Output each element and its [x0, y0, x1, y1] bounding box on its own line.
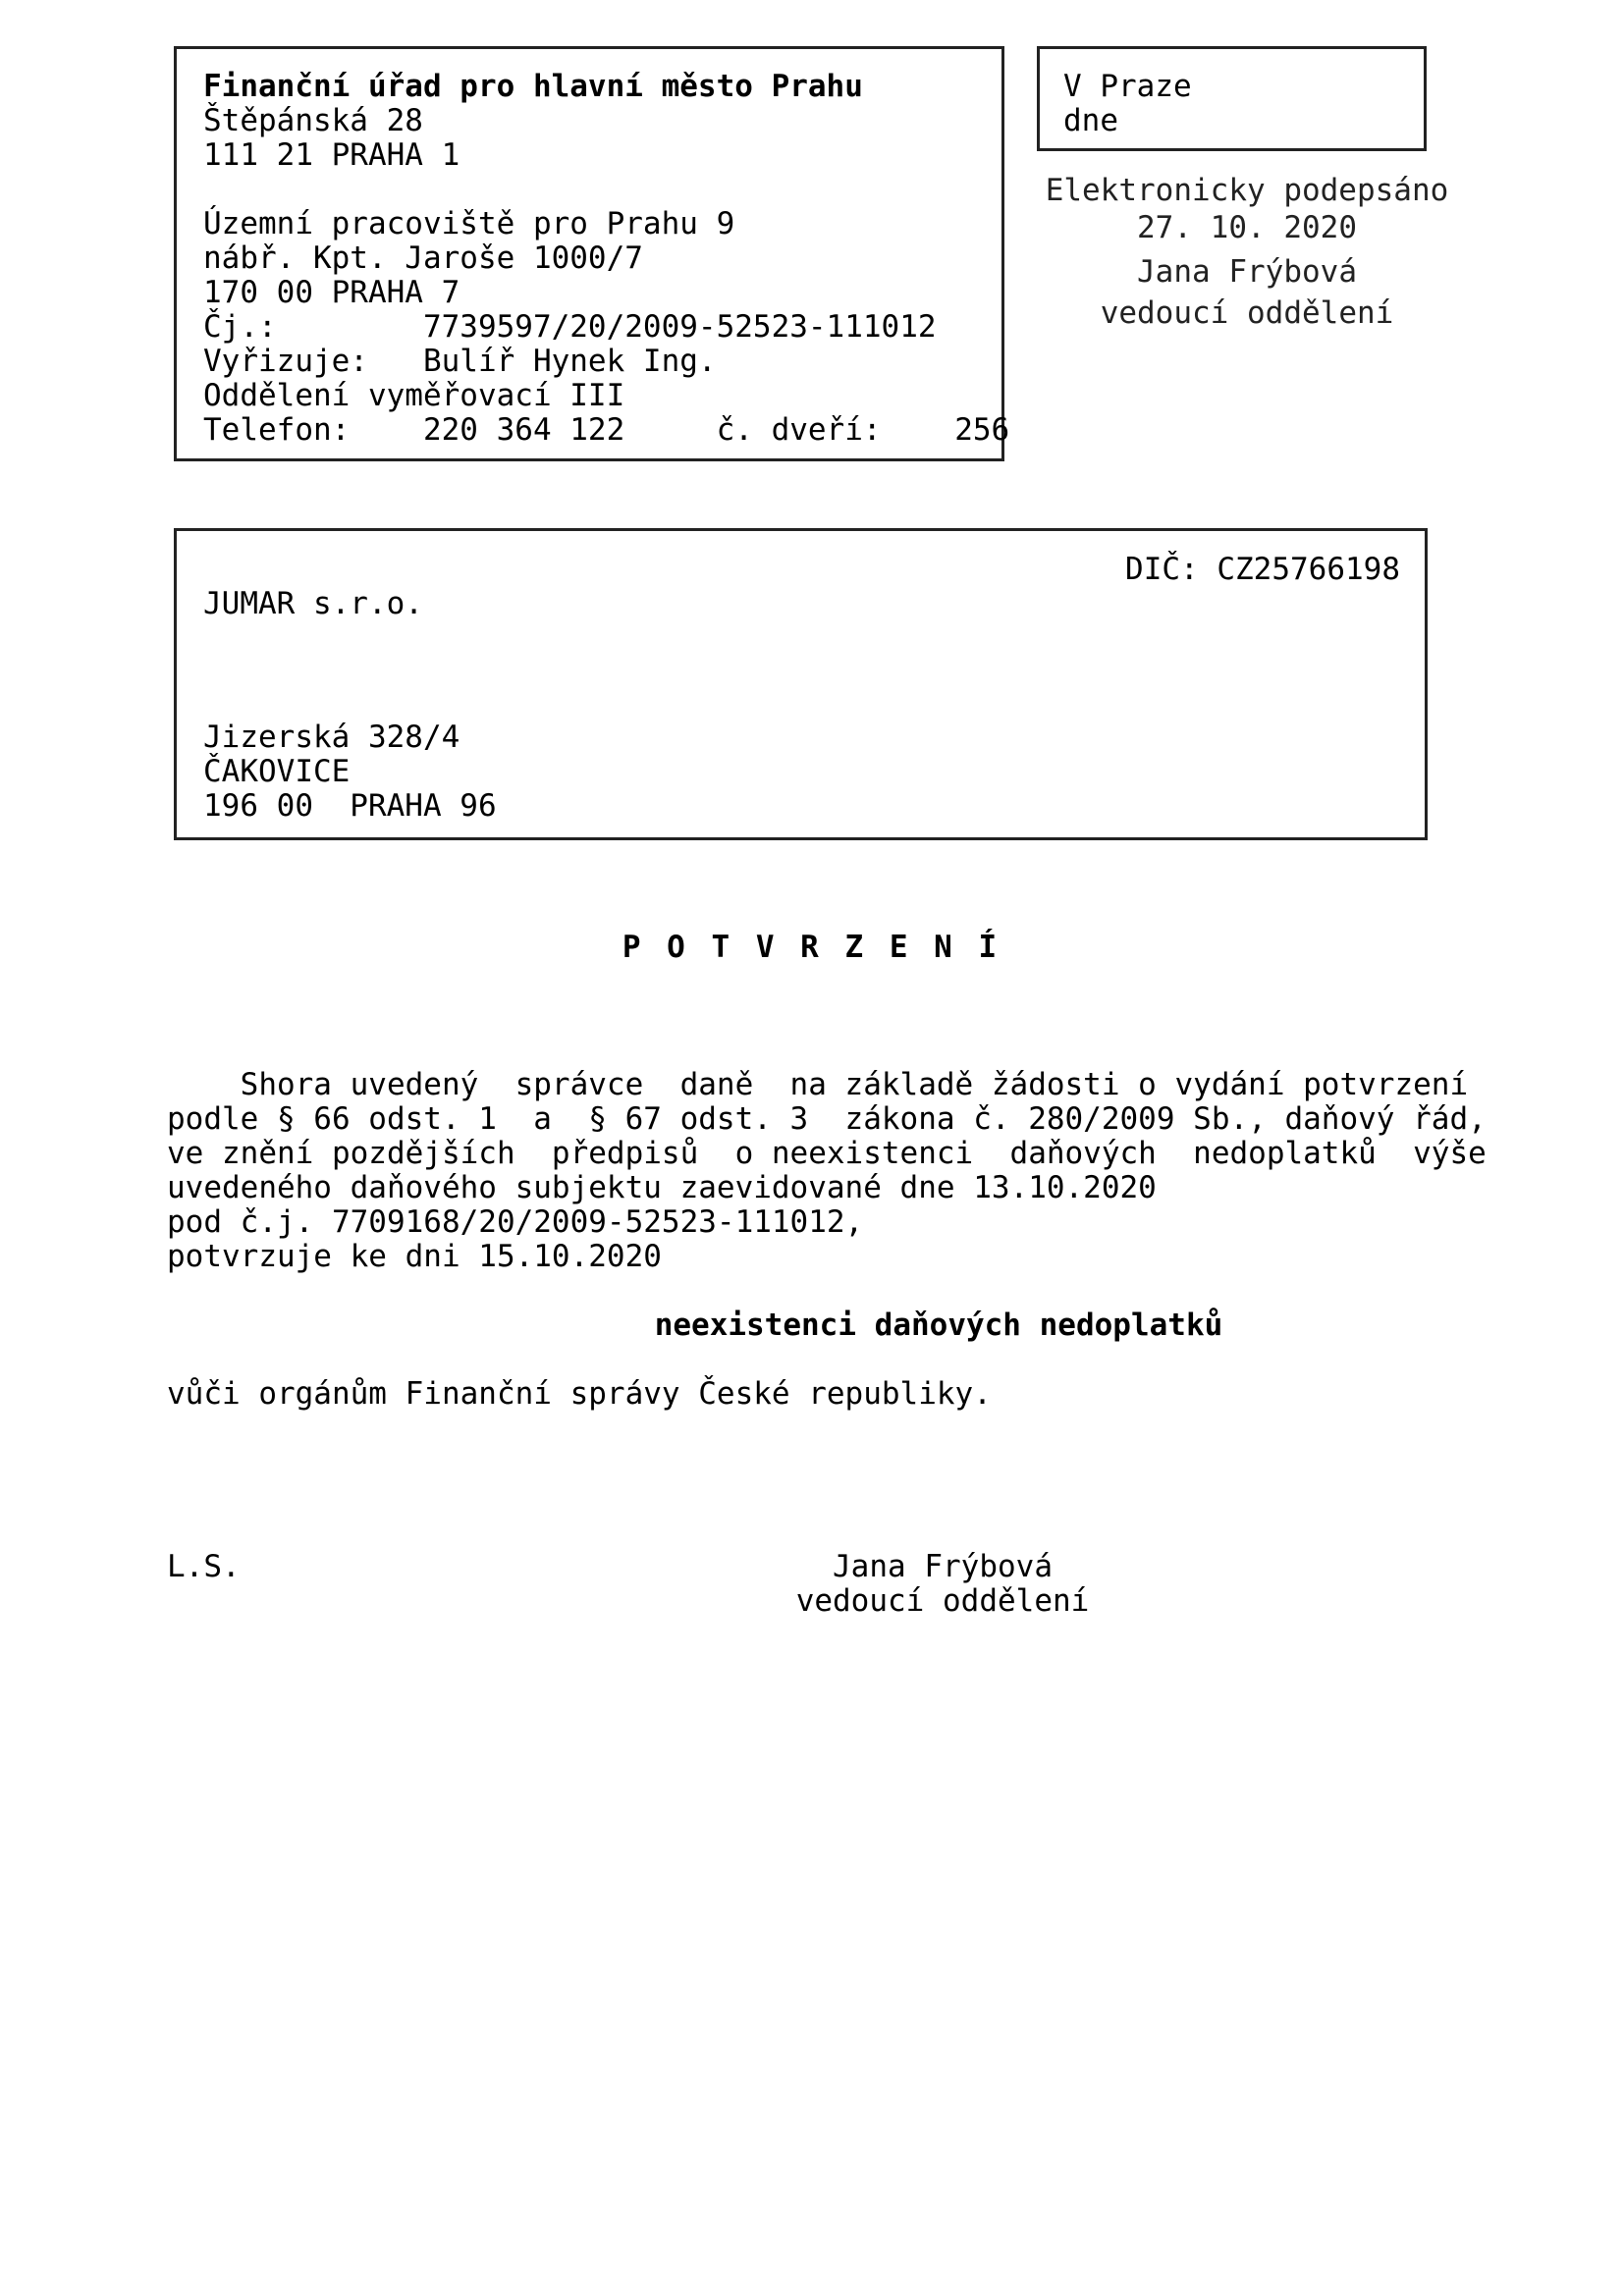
body-line: potvrzuje ke dni 15.10.2020	[167, 1239, 662, 1274]
esign-date: 27. 10. 2020	[1137, 210, 1357, 245]
department: Oddělení vyměřovací III	[203, 378, 625, 413]
date-label: dne	[1063, 103, 1118, 138]
body-line: uvedeného daňového subjektu zaevidované dne 13.10.2020	[167, 1170, 1157, 1205]
signature-block	[746, 1550, 1139, 1619]
recipient-district: ČAKOVICE	[203, 754, 351, 789]
document-title: P O T V R Z E N Í	[622, 930, 1001, 965]
esign-label: Elektronicky podepsáno	[1045, 173, 1449, 208]
blank-line	[203, 173, 1001, 207]
confirmation-subject: neexistenci daňových nedoplatků	[654, 1308, 1223, 1343]
signature-role: vedoucí oddělení	[795, 1583, 1090, 1619]
sender-branch: Územní pracoviště pro Prahu 9	[203, 206, 735, 241]
sender-office: Finanční úřad pro hlavní město Prahu	[203, 69, 863, 104]
tail-line: vůči orgánům Finanční správy České republiky.	[167, 1376, 992, 1412]
reference-number: Čj.: 7739597/20/2009-52523-111012	[203, 309, 937, 345]
body-paragraph	[167, 1068, 1487, 1274]
body-line: ve znění pozdějších předpisů o neexistenci daňových nedoplatků výše	[167, 1136, 1487, 1171]
date-box	[1037, 46, 1427, 151]
sender-street: Štěpánská 28	[203, 103, 423, 138]
recipient-box	[174, 528, 1428, 840]
sender-branch-street: nábř. Kpt. Jaroše 1000/7	[203, 240, 643, 276]
body-line: pod č.j. 7709168/20/2009-52523-111012,	[167, 1204, 864, 1240]
recipient-name: JUMAR s.r.o.	[203, 586, 423, 621]
sender-box	[174, 46, 1010, 461]
electronic-signature	[1001, 172, 1492, 332]
body-line: Shora uvedený správce daně na základě žádosti o vydání potvrzení	[167, 1067, 1469, 1102]
sender-branch-postal: 170 00 PRAHA 7	[203, 275, 460, 310]
esign-name: Jana Frýbová	[1137, 254, 1357, 290]
recipient-postal: 196 00 PRAHA 96	[203, 788, 497, 824]
tax-id: DIČ: CZ25766198	[1125, 552, 1400, 587]
body-line: podle § 66 odst. 1 a § 67 odst. 3 zákona č. 280/2009 Sb., daňový řád,	[167, 1101, 1487, 1137]
esign-role: vedoucí oddělení	[1100, 295, 1394, 331]
recipient-address	[203, 721, 497, 824]
handler: Vyřizuje: Bulíř Hynek Ing.	[203, 344, 717, 379]
signature-name: Jana Frýbová	[833, 1549, 1053, 1584]
sender-postal: 111 21 PRAHA 1	[203, 137, 460, 173]
place: V Praze	[1063, 69, 1192, 104]
recipient-street: Jizerská 328/4	[203, 720, 460, 755]
seal-mark: L.S.	[167, 1549, 241, 1584]
phone-and-door: Telefon: 220 364 122 č. dveří: 256	[203, 412, 1010, 448]
